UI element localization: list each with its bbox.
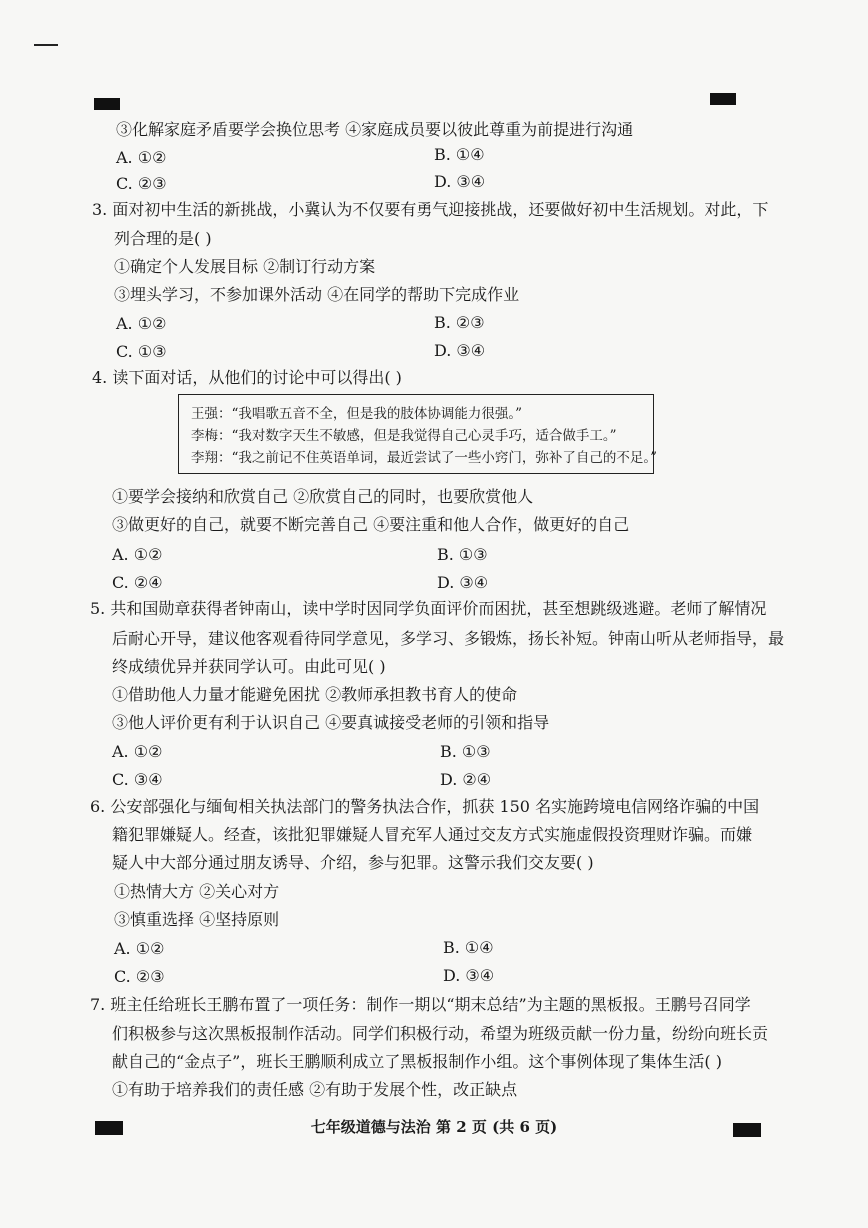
corner-dash <box>34 44 58 46</box>
q6-statements-34: ③慎重选择 ④坚持原则 <box>114 910 280 929</box>
q4-option-b: B. ①③ <box>437 545 488 564</box>
q4-option-c: C. ②④ <box>112 573 163 592</box>
q5-stem-line3: 终成绩优异并获同学认可。由此可见( ) <box>112 657 386 676</box>
q2-statement-34: ③化解家庭矛盾要学会换位思考 ④家庭成员要以彼此尊重为前提进行沟通 <box>116 120 634 139</box>
q7-stem-line3: 献自己的“金点子”，班长王鹏顺利成立了黑板报制作小组。这个事例体现了集体生活( ) <box>112 1052 722 1071</box>
q5-statements-34: ③他人评价更有利于认识自己 ④要真诚接受老师的引领和指导 <box>112 713 550 732</box>
q3-option-c: C. ①③ <box>116 342 167 361</box>
q6-option-b: B. ①④ <box>443 938 494 957</box>
q4-dialog-line-lixiang: 李翔：“我之前记不住英语单词，最近尝试了一些小窍门，弥补了自己的不足。” <box>191 450 658 466</box>
q4-statements-34: ③做更好的自己，就要不断完善自己 ④要注重和他人合作，做更好的自己 <box>112 515 630 534</box>
q4-option-d: D. ③④ <box>437 573 489 592</box>
q4-option-a: A. ①② <box>112 545 163 564</box>
q5-option-b: B. ①③ <box>440 742 491 761</box>
q5-option-d: D. ②④ <box>440 770 492 789</box>
q5-statements-12: ①借助他人力量才能避免困扰 ②教师承担教书育人的使命 <box>112 685 518 704</box>
q4-dialog-line-limei: 李梅：“我对数字天生不敏感，但是我觉得自己心灵手巧，适合做手工。” <box>191 428 617 444</box>
q6-statements-12: ①热情大方 ②关心对方 <box>114 882 280 901</box>
page-footer: 七年级道德与法治 第 2 页 (共 6 页) <box>310 1118 558 1136</box>
q6-stem-line3: 疑人中大部分通过朋友诱导、介绍，参与犯罪。这警示我们交友要( ) <box>112 853 594 872</box>
q2-option-d: D. ③④ <box>434 172 486 191</box>
registration-mark-top-right <box>710 93 736 105</box>
q2-option-b: B. ①④ <box>434 145 485 164</box>
q3-stem-line1: 3. 面对初中生活的新挑战，小冀认为不仅要有勇气迎接挑战，还要做好初中生活规划。对此，下 <box>92 200 769 219</box>
q2-option-a: A. ①② <box>116 148 167 167</box>
q3-statements-34: ③埋头学习，不参加课外活动 ④在同学的帮助下完成作业 <box>114 285 520 304</box>
q3-option-b: B. ②③ <box>434 313 485 332</box>
q6-option-a: A. ①② <box>114 939 165 958</box>
q4-dialog-box <box>178 394 658 474</box>
q6-stem-line2: 籍犯罪嫌疑人。经查，该批犯罪嫌疑人冒充军人通过交友方式实施虚假投资理财诈骗。而嫌 <box>112 825 753 844</box>
q5-stem-line2: 后耐心开导，建议他客观看待同学意见，多学习、多锻炼，扬长补短。钟南山听从老师指导，最 <box>112 629 785 648</box>
registration-mark-top-left <box>94 98 120 110</box>
q6-option-c: C. ②③ <box>114 967 165 986</box>
q6-stem-line1: 6. 公安部强化与缅甸相关执法部门的警务执法合作，抓获 150 名实施跨境电信网络诈骗的中国 <box>90 797 760 816</box>
q5-stem-line1: 5. 共和国勋章获得者钟南山，读中学时因同学负面评价而困扰，甚至想跳级逃避。老师了解情况 <box>90 599 767 618</box>
q7-statements-12: ①有助于培养我们的责任感 ②有助于发展个性，改正缺点 <box>112 1080 518 1099</box>
q7-stem-line1: 7. 班主任给班长王鹏布置了一项任务：制作一期以“期末总结”为主题的黑板报。王鹏号召同学 <box>90 995 751 1014</box>
q4-statements-12: ①要学会接纳和欣赏自己 ②欣赏自己的同时，也要欣赏他人 <box>112 487 534 506</box>
q5-option-a: A. ①② <box>112 742 163 761</box>
q4-dialog-line-wangqiang: 王强：“我唱歌五音不全，但是我的肢体协调能力很强。” <box>191 406 523 422</box>
q4-stem-line1: 4. 读下面对话，从他们的讨论中可以得出( ) <box>92 368 402 387</box>
q2-option-c: C. ②③ <box>116 174 167 193</box>
q3-statements-12: ①确定个人发展目标 ②制订行动方案 <box>114 257 376 276</box>
q5-option-c: C. ③④ <box>112 770 163 789</box>
q3-stem-line2: 列合理的是( ) <box>114 229 212 248</box>
q7-stem-line2: 们积极参与这次黑板报制作活动。同学们积极行动，希望为班级贡献一份力量，纷纷向班长贡 <box>112 1024 769 1043</box>
q3-option-d: D. ③④ <box>434 341 486 360</box>
q3-option-a: A. ①② <box>116 314 167 333</box>
q6-option-d: D. ③④ <box>443 966 495 985</box>
